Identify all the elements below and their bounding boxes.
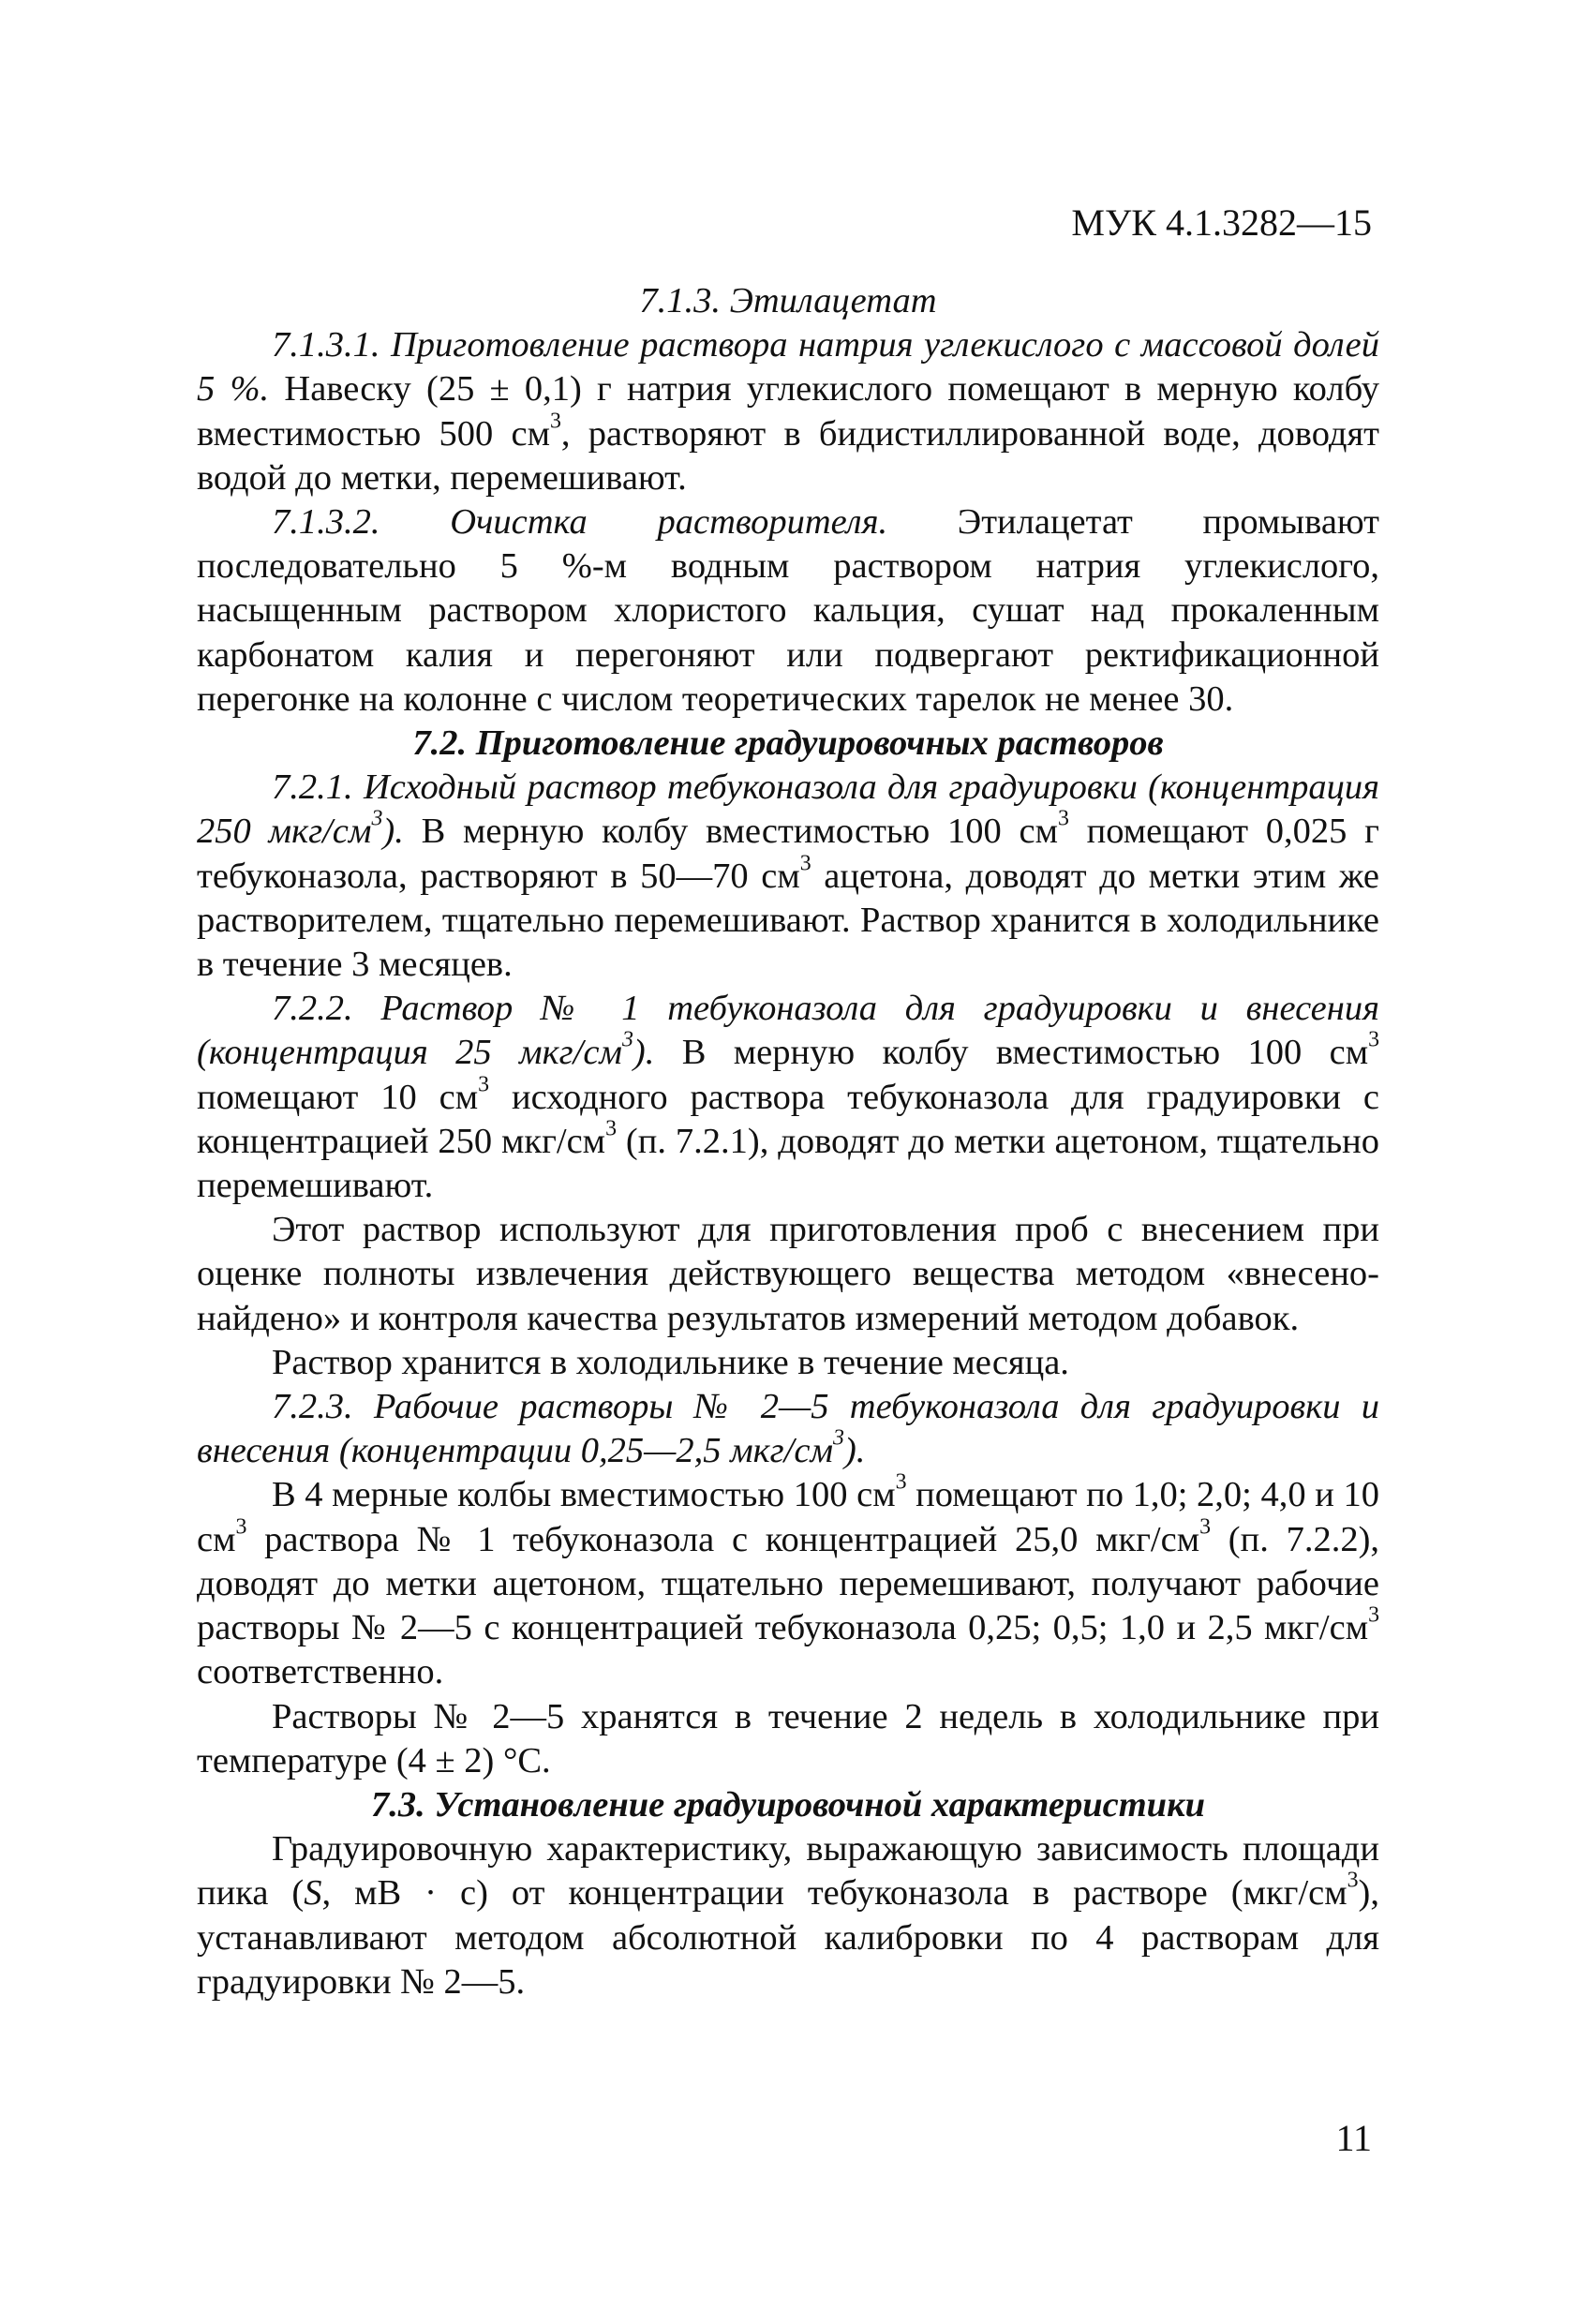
- paragraph-7-2-2: 7.2.2. Раствор № 1 тебуконазола для градуировки и внесения (концентрация 25 мкг/$см^3$). В мерную колбу вместимостью 100 $см^3$ помещают 10 $см^3$ исходного раствора тебуконазола для градуировки с концентрацией 250 мкг/$см^3$ (п. 7.2.1), доводят до метки ацетоном, тщательно перемешивают.: [197, 989, 1380, 1206]
- subsection-title-7-1-3-1: 7.1.3.1. Приготовление раствора натрия углекислого с массовой долей 5 %.: [197, 325, 1379, 410]
- subsection-title-7-2-3: 7.2.3. Рабочие растворы № 2—5 тебуконазола для градуировки и внесения (концентрации 0,25—2,5 мкг/$см^3$).: [197, 1387, 1379, 1471]
- section-heading-7-3: 7.3. Установление градуировочной характеристики: [371, 1784, 1205, 1825]
- paragraph-7-2-1: 7.2.1. Исходный раствор тебуконазола для градуировки (концентрация 250 мкг/$см^3$). В мерную колбу вместимостью 100 $см^3$ помещают 0,025 г тебуконазола, растворяют в 50—70 $см^3$ ацетона, доводят до метки этим же растворителем, тщательно перемешивают. Раствор хранится в холодильнике в течение 3 месяцев.: [197, 767, 1379, 985]
- paragraph-storage-month: Раствор хранится в холодильнике в течение месяца.: [272, 1342, 1069, 1382]
- paragraph-spiking-usage: Этот раствор используют для приготовления проб с внесением при оценке полноты извлечения действующего вещества методом «внесено-найдено» и контроля качества результатов измерений методом добавок.: [197, 1210, 1379, 1338]
- subsection-title-7-1-3-2: 7.1.3.2. Очистка растворителя.: [272, 502, 888, 543]
- subsection-title-7-2-2: 7.2.2. Раствор № 1 тебуконазола для градуировки и внесения (концентрация 25 мкг/$см^3$).: [197, 989, 1379, 1073]
- paragraph-7-1-3-1: 7.1.3.1. Приготовление раствора натрия углекислого с массовой долей 5 %. Навеску (25 ± 0,1) г натрия углекислого помещают в мерную колбу вместимостью 500 $см^3$, растворяют в бидистиллированной воде, доводят водой до метки, перемешивают.: [197, 325, 1379, 498]
- section-heading-7-2: 7.2. Приготовление градуировочных растворов: [412, 723, 1164, 764]
- section-heading-7-1-3: 7.1.3. Этилацетат: [639, 281, 937, 320]
- subsection-title-7-2-1: 7.2.1. Исходный раствор тебуконазола для градуировки (концентрация 250 мкг/$см^3$).: [197, 767, 1379, 852]
- document-code-header: МУК 4.1.3282—15: [1071, 201, 1372, 244]
- page-number: 11: [1335, 2117, 1372, 2159]
- paragraph-7-2-3-procedure: В 4 мерные колбы вместимостью 100 $см^3$ помещают по 1,0; 2,0; 4,0 и 10 $см^3$ раствора № 1 тебуконазола с концентрацией 25,0 мкг/$см^3$ (п. 7.2.2), доводят до метки ацетоном, тщательно перемешивают, получают рабочие растворы № 2—5 с концентрацией тебуконазола 0,25; 0,5; 1,0 и 2,5 мкг/$см^3$ соответственно.: [197, 1469, 1380, 1692]
- document-body: [197, 279, 1379, 2004]
- paragraph-7-2-3-storage: Растворы № 2—5 хранятся в течение 2 недель в холодильнике при температуре (4 ± 2) °С.: [197, 1696, 1379, 1780]
- paragraph-7-1-3-2: 7.1.3.2. Очистка растворителя. Этилацетат промывают последовательно 5 %-м водным раствором натрия углекислого, насыщенным раствором хлористого кальция, сушат над прокаленным карбонатом калия и перегоняют или подвергают ректификационной перегонке на колонне с числом теоретических тарелок не менее 30.: [197, 502, 1379, 719]
- paragraph-7-3: Градуировочную характеристику, выражающую зависимость площади пика (S, мВ · с) от концентрации тебуконазола в растворе $(мкг/см^3)$, устанавливают методом абсолютной калибровки по 4 растворам для градуировки № 2—5.: [197, 1829, 1379, 2002]
- paragraph-7-2-3-title: [197, 1385, 1379, 1473]
